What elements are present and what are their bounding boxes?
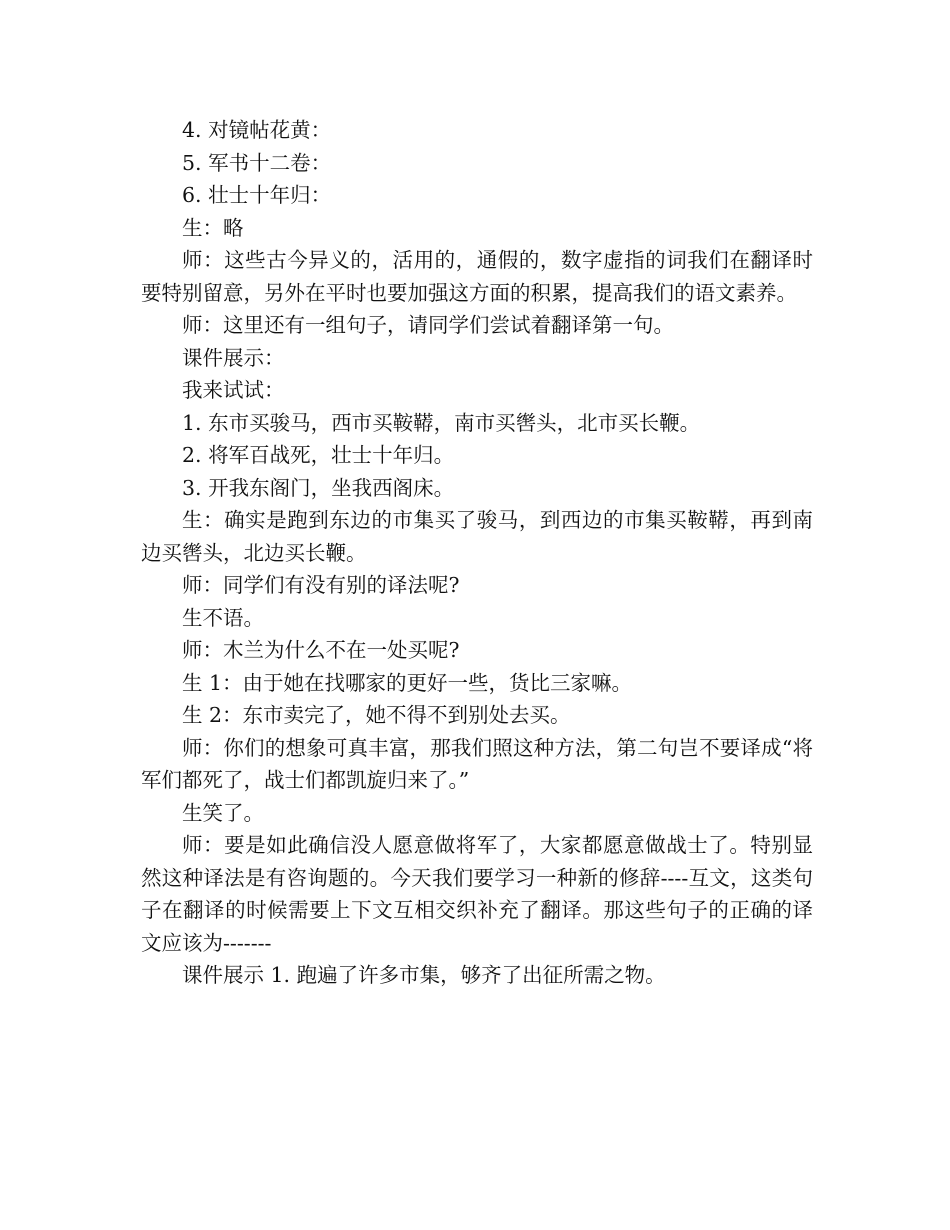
teacher-remark: 师：这些古今异义的，活用的，通假的，数字虚指的词我们在翻译时要特别留意，另外在平时也要加强这方面的积累，提高我们的语文素养。	[141, 248, 813, 305]
sentence-item-2: 2. 将军百战死，壮士十年归。	[182, 443, 455, 467]
teacher-remark: 师：同学们有没有别的译法呢?	[182, 573, 460, 597]
student-reply: 生：略	[182, 215, 244, 240]
list-item-4: 4. 对镜帖花黄：	[182, 118, 332, 142]
sentence-item-3: 3. 开我东阁门，坐我西阁床。	[182, 475, 455, 500]
list-item-6: 6. 壮士十年归：	[182, 183, 332, 207]
slide-item: 课件展示 1. 跑遍了许多市集，够齐了出征所需之物。	[182, 963, 666, 987]
teacher-remark: 师：这里还有一组句子，请同学们尝试着翻译第一句。	[182, 313, 674, 337]
slide-heading: 我来试试：	[182, 378, 285, 402]
student-reply: 生不语。	[182, 605, 264, 630]
teacher-remark: 师：要是如此确信没人愿意做将军了，大家都愿意做战士了。特别显然这种译法是有咨询题的。今天我们要学习一种新的修辞----互文，这类句子在翻译的时候需要上下文互相交织补充了翻译。那这些句子的正确的译文应该为-------	[141, 833, 813, 955]
teacher-remark: 师：木兰为什么不在一处买呢?	[182, 638, 460, 662]
document-body	[141, 114, 813, 992]
student-reply: 生 1：由于她在找哪家的更好一些，货比三家嘛。	[182, 670, 633, 695]
list-item-5: 5. 军书十二卷：	[182, 150, 332, 175]
teacher-remark: 师：你们的想象可真丰富，那我们照这种方法，第二句岂不要译成“将军们都死了，战士们都凯旋归来了。”	[141, 735, 813, 792]
sentence-item-1: 1. 东市买骏马，西市买鞍鞯，南市买辔头，北市买长鞭。	[182, 410, 701, 435]
student-reply: 生 2：东市卖完了，她不得不到别处去买。	[182, 703, 571, 727]
slide-label: 课件展示：	[182, 345, 285, 370]
student-reply: 生笑了。	[182, 800, 264, 825]
student-reply: 生：确实是跑到东边的市集买了骏马，到西边的市集买鞍鞯，再到南边买辔头，北边买长鞭。	[141, 508, 813, 565]
